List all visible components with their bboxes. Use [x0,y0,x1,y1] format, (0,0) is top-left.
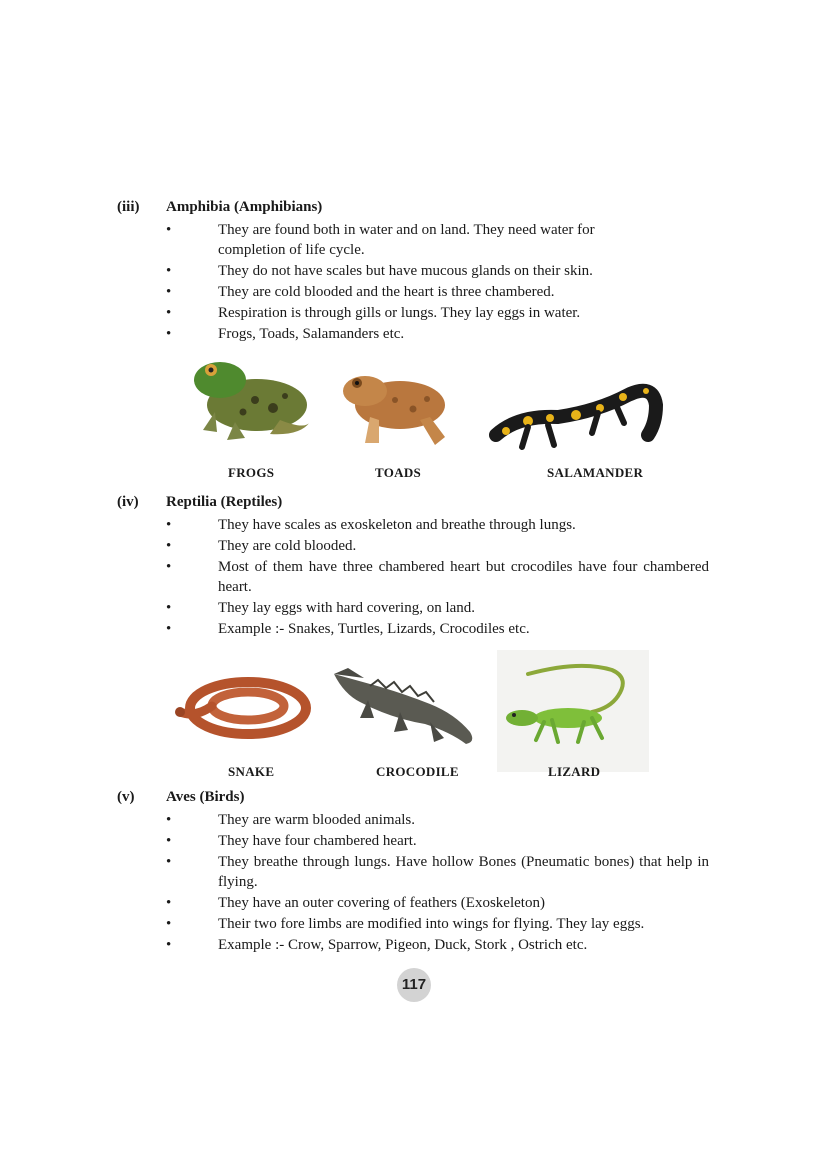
list-item: • They are warm blooded animals. [166,810,709,830]
list-item: • They have scales as exoskeleton and breathe through lungs. [166,515,709,535]
frog-icon [185,350,315,445]
list-item: • They are cold blooded and the heart is three chambered. [166,282,709,302]
section-title: Aves (Birds) [166,789,245,805]
crocodile-icon [330,662,478,752]
list-item: • Example :- Snakes, Turtles, Lizards, Crocodiles etc. [166,619,709,639]
image-caption: SALAMANDER [547,465,644,480]
image-caption: SNAKE [228,764,275,779]
image-caption: LIZARD [548,764,601,779]
bullet-list [166,220,709,345]
list-item: • They are cold blooded. [166,536,709,556]
list-item: • They breathe through lungs. Have hollow Bones (Pneumatic bones) that help in flying. [166,852,709,892]
list-item: • Most of them have three chambered heart but crocodiles have four chambered heart. [166,557,709,597]
list-item: • Example :- Crow, Sparrow, Pigeon, Duck, Stork , Ostrich etc. [166,935,709,955]
list-item: • They have four chambered heart. [166,831,709,851]
image-caption: TOADS [375,465,422,480]
list-item: • Frogs, Toads, Salamanders etc. [166,324,709,344]
section-number: (iv) [117,494,139,510]
toad-icon [335,365,455,450]
list-item: • Respiration is through gills or lungs. They lay eggs in water. [166,303,709,323]
bullet-list [166,810,709,956]
list-item: • They are found both in water and on land. They need water for completion of life cycle. [166,220,638,260]
image-caption: CROCODILE [376,764,459,779]
list-item: • Their two fore limbs are modified into wings for flying. They lay eggs. [166,914,709,934]
section-title: Reptilia (Reptiles) [166,494,283,510]
section-number: (v) [117,789,135,805]
snake-icon [170,668,315,748]
list-item: • They lay eggs with hard covering, on land. [166,598,709,618]
salamander-icon [488,375,663,465]
section-number: (iii) [117,199,140,215]
bullet-list [166,515,709,640]
section-title: Amphibia (Amphibians) [166,199,323,215]
list-item: • They do not have scales but have mucous glands on their skin. [166,261,709,281]
list-item: • They have an outer covering of feathers (Exoskeleton) [166,893,709,913]
lizard-icon [500,660,648,750]
page-number: 117 [397,968,431,1002]
image-caption: FROGS [228,465,275,480]
